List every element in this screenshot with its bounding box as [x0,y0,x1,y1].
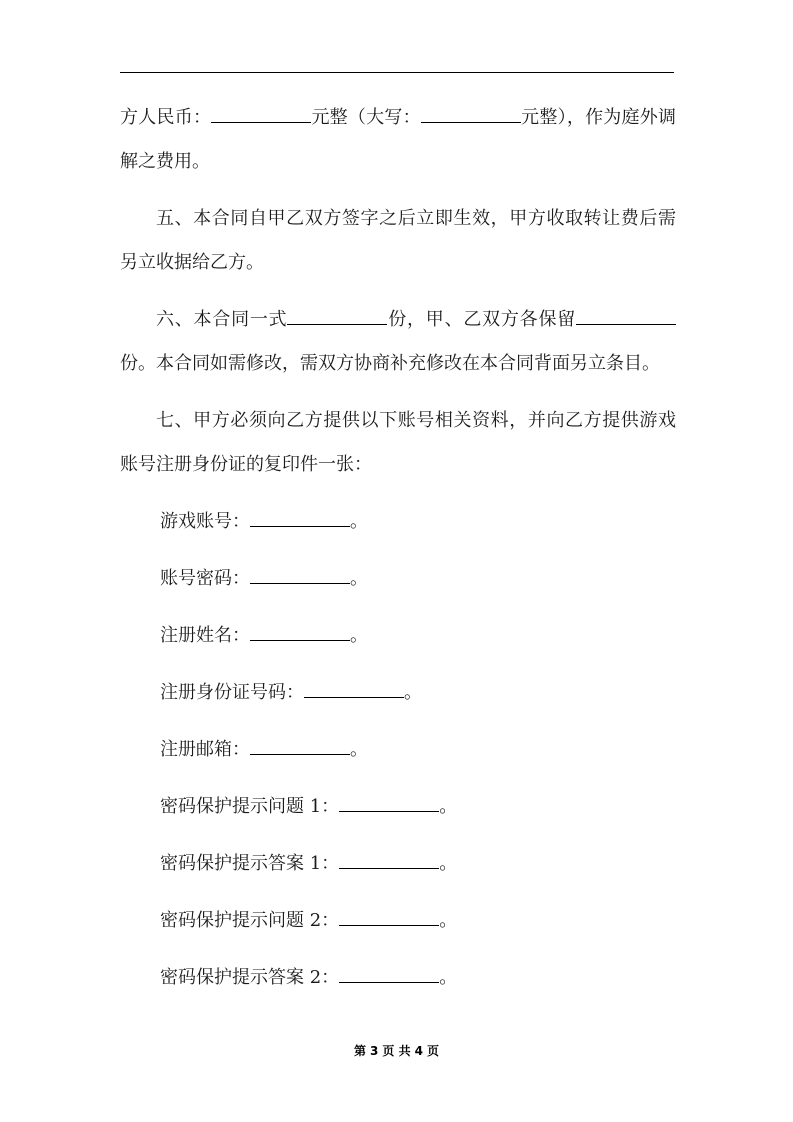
fee-amount-uppercase-blank[interactable] [421,100,521,123]
document-body [120,96,676,1013]
field-end: 。 [404,682,422,703]
fee-text-c: 元整），作为庭外调解之费用。 [120,107,677,172]
field-registered-id-number [120,671,676,715]
field-label: 密码保护提示问题 1： [160,796,340,817]
field-end: 。 [350,739,368,760]
paragraph-fee [120,96,676,184]
registered-name-blank[interactable] [250,618,350,641]
field-end: 。 [439,910,458,931]
field-label: 游戏账号： [160,511,250,532]
clause-6-text-c: 份。本合同如需修改，需双方协商补充修改在本合同背面另立条目。 [120,353,660,374]
field-game-account [120,500,676,544]
field-end: 。 [350,511,368,532]
field-registered-email [120,728,676,772]
fee-text-b: 元整（大写： [311,107,421,128]
footer-suffix: 页 [426,1044,439,1058]
paragraph-clause-6 [120,298,676,386]
security-answer-2-blank[interactable] [339,960,439,983]
field-end: 。 [350,625,368,646]
field-account-password [120,557,676,601]
paragraph-clause-7: 七、甲方必须向乙方提供以下账号相关资料，并向乙方提供游戏账号注册身份证的复印件一张： [120,410,676,475]
field-security-answer-1 [120,842,676,886]
copies-count-blank[interactable] [287,302,387,325]
field-label: 账号密码： [160,568,250,589]
footer-prefix: 第 [354,1044,367,1058]
clause-6-text-a: 六、本合同一式 [156,309,288,330]
field-end: 。 [350,568,368,589]
footer-middle: 页 共 [382,1044,411,1058]
field-end: 。 [439,853,458,874]
field-label: 注册姓名： [160,625,250,646]
field-label: 注册邮箱： [160,739,250,760]
field-label: 密码保护提示问题 2： [160,910,340,931]
security-question-1-blank[interactable] [339,789,439,812]
fee-text-a: 方人民币： [120,107,212,128]
account-password-blank[interactable] [250,561,350,584]
field-end: 。 [439,796,458,817]
footer-total-pages: 4 [414,1044,423,1058]
fee-amount-blank[interactable] [211,100,311,123]
field-label: 密码保护提示答案 2： [160,967,340,988]
field-label: 注册身份证号码： [160,682,304,703]
registered-id-number-blank[interactable] [304,675,404,698]
paragraph-clause-5: 五、本合同自甲乙双方签字之后立即生效，甲方收取转让费后需另立收据给乙方。 [120,208,676,273]
clause-6-text-b: 份，甲、乙双方各保留 [387,309,577,330]
game-account-blank[interactable] [250,504,350,527]
footer-page-number: 3 [370,1044,379,1058]
security-answer-1-blank[interactable] [339,846,439,869]
field-label: 密码保护提示答案 1： [160,853,340,874]
page-footer [0,1042,793,1059]
security-question-2-blank[interactable] [339,903,439,926]
field-security-question-1 [120,785,676,829]
field-security-answer-2 [120,956,676,1000]
field-security-question-2 [120,899,676,943]
field-registered-name [120,614,676,658]
field-end: 。 [439,967,458,988]
header-rule [120,72,674,73]
registered-email-blank[interactable] [250,732,350,755]
copies-each-blank[interactable] [576,302,676,325]
